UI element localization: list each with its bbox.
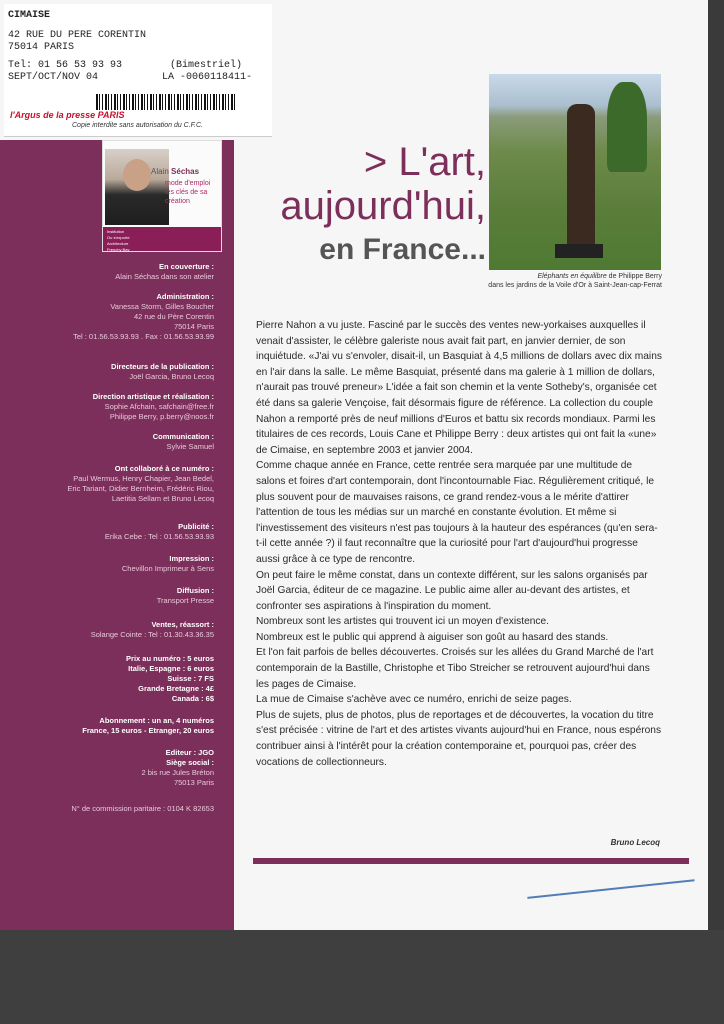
credit-art-direction: Direction artistique et réalisation : Sophie Afchain, safchain@free.fr Philippe Berry, p.berry@noos.fr (92, 392, 214, 421)
credit-administration: Administration : Vanessa Storm, Gilles Boucher 42 rue du Père Corentin 75014 Paris Tel : 01.56.53.93.93 . Fax : 01.56.53.93.99 (73, 292, 214, 341)
cover-name: Alain Séchas (151, 167, 200, 176)
label-line-2: 42 RUE DU PERE CORENTIN (8, 30, 147, 41)
masthead-sidebar (0, 140, 234, 930)
cover-line: Frenchy Bay (107, 247, 130, 252)
price-list: Prix au numéro : 5 euros Italie, Espagne : 6 euros Suisse : 7 FS Grande Bretagne : 4£ Canada : 6$ (126, 654, 214, 703)
press-clipping-label (4, 4, 272, 137)
divider-rule (253, 858, 689, 864)
label-line-4: Tel: 01 56 53 93 93 (8, 60, 123, 71)
cover-thumbnail (102, 140, 222, 252)
subscription: Abonnement : un an, 4 numéros France, 15 euros - Etranger, 20 euros (82, 716, 214, 735)
cover-tagline: mode d'emploi les clés de sa création (165, 180, 211, 205)
label-code: LA -0060118411- (162, 72, 253, 83)
label-line-1: CIMAISE (8, 10, 51, 21)
credit-advertising: Publicité : Erika Cebe : Tel : 01.56.53.93.93 (104, 522, 214, 541)
article-headline (246, 140, 486, 272)
label-line-5: SEPT/OCT/NOV 04 (8, 72, 99, 83)
credit-communication: Communication : Sylvie Samuel (152, 432, 214, 451)
cover-line: Institution (107, 229, 125, 234)
credit-directors: Directeurs de la publication : Joël Garcia, Bruno Lecoq (111, 362, 214, 381)
barcode (96, 94, 236, 110)
credit-cover: En couverture : Alain Séchas dans son atelier (115, 262, 214, 281)
paragraph: Plus de sujets, plus de photos, plus de reportages et de découvertes, la vocation du titre s'est précisée : vitrine de l'art et des artistes vivants aujourd'hui en France, nous espérons contribuer ainsi à l'intérêt pour la création contemporaine et, pourquoi pas, créer des vocations de collectionneurs. (256, 709, 662, 768)
cover-line: Ou s'exporte (107, 235, 130, 240)
publisher: Editeur : JGO Siège social : 2 bis rue Jules Bréton 75013 Paris (141, 748, 214, 787)
paragraph: Pierre Nahon a vu juste. Fasciné par le succès des ventes new-yorkaises auxquelles il venait d'assister, le célèbre galeriste nous avait fait part, en janvier dernier, de son inquiétude. «J'ai vu s'envoler, disait-il, un Basquiat à 4,5 millions de dollars avec dix mains en l'air dans la salle. Le même Basquiat, présenté dans ma galerie à 1 million de dollars, n'aurait pas trouvé preneur» L'idée a fait son chemin et la vente Sotheby's, organisée cet été dans sa galerie Vençoise, fait désormais figure de référence. La collection du couple Nahon a remporté près de neuf millions d'Euros et battu six records mondiaux. Parmi les titulaires de ces records, Louis Cane et Philippe Berry : deux artistes qui ont fait la «une» de Cimaise, en septembre 2003 et janvier 2004. (256, 320, 662, 456)
cover-menu (103, 227, 221, 251)
credit-contributors: Ont collaboré à ce numéro : Paul Wermus, Henry Chapier, Jean Bedel, Eric Tariant, Didier Bernheim, Frédéric Riou, Laetitia Sellam et Bruno Lecoq (67, 464, 214, 503)
argus-logo: l'Argus de la presse PARIS (10, 110, 125, 120)
pen-mark (527, 879, 696, 918)
scanner-background (0, 930, 724, 1024)
cover-portrait (105, 149, 169, 225)
paragraph: Nombreux sont les artistes qui trouvent ici un moyen d'existence. (256, 616, 549, 628)
paragraph: On peut faire le même constat, dans un contexte différent, sur les salons organisés par Joël Garcia, éditeur de ce magazine. Le public aime aller au-devant des artistes, et confronter ses aspirations à l'inspiration du moment. (256, 569, 648, 612)
credit-distribution: Diffusion : Transport Presse (156, 586, 214, 605)
paragraph: Et l'on fait parfois de belles découvertes. Croisés sur les allées du Grand Marché de l'art contemporain de la Bastille, Christophe et Tibo Streicher se retrouvent aujourd'hui dans les pages de Cimaise. (256, 647, 654, 690)
article-body (256, 318, 662, 770)
label-periodicity: (Bimestriel) (170, 60, 243, 71)
photo-caption: Eléphants en équilibre de Philippe Berry dans les jardins de la Voile d'Or à Saint-Jean-cap-Ferrat (488, 273, 662, 289)
headline-line-1: > L'art, (363, 140, 486, 184)
credit-sales: Ventes, réassort : Solange Cointe : Tel : 01.30.43.36.35 (90, 620, 214, 639)
paragraph: Nombreux est le public qui apprend à aiguiser son goût au hasard des stands. (256, 631, 609, 643)
sculpture-photo (489, 74, 661, 270)
credit-printing: Impression : Chevillon Imprimeur à Sens (121, 554, 214, 573)
cover-line: Architecture (107, 241, 129, 246)
copy-notice: Copie interdite sans autorisation du C.F.C. (72, 122, 203, 129)
headline-line-2: aujourd'hui, (280, 184, 486, 228)
commission-number: N° de commission paritaire : 0104 K 82653 (71, 804, 214, 813)
author-signature: Bruno Lecoq (610, 838, 660, 847)
paragraph: La mue de Cimaise s'achève avec ce numéro, enrichi de seize pages. (256, 694, 572, 706)
label-line-3: 75014 PARIS (8, 42, 75, 53)
paragraph: Comme chaque année en France, cette rentrée sera marquée par une multitude de salons et foires d'art contemporain, dont l'incontournable Fiac. Régulièrement critiqué, le plus souvent pour de mauvaises raisons, ce grand rendez-vous a le mérite d'attirer l'attention de tous les médias sur un marché en constante évolution. Et même si l'investissement des visiteurs n'est pas toujours à la hauteur des espérances (qu'en sera-t-il cette année ?) il faut reconnaître que la curiosité pour l'art d'aujourd'hui progresse aussi grâce à ce type de rencontre. (256, 460, 658, 565)
headline-line-3: en France... (319, 233, 486, 266)
